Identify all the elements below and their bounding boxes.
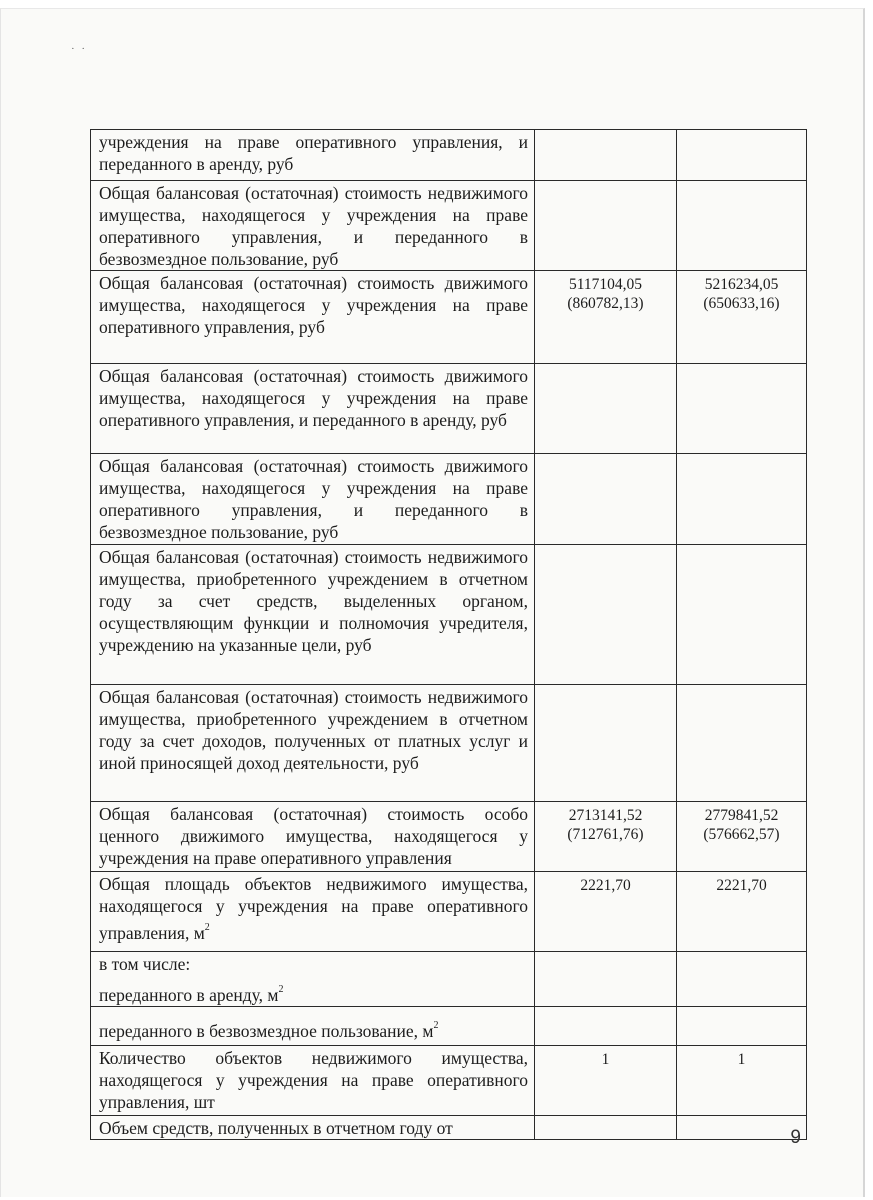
- value-amount-paren: (576662,57): [703, 826, 780, 843]
- value-previous-year: [677, 271, 807, 364]
- value-current-year: [535, 130, 677, 181]
- value-current-year: [535, 952, 677, 1007]
- row-description: Общая балансовая (остаточная) стоимость движимого имущества, находящегося у учреждения на праве оперативного управления, и переданного в безвозмездное пользование, руб: [91, 454, 535, 545]
- row-description: Общая балансовая (остаточная) стоимость движимого имущества, находящегося у учреждения на праве оперативного управления, и переданного в аренду, руб: [91, 364, 535, 454]
- row-description: Общая балансовая (остаточная) стоимость недвижимого имущества, находящегося у учреждения на праве оперативного управления, и переданного в безвозмездное пользование, руб: [91, 181, 535, 271]
- row-description: в том числе: переданного в аренду, $м^2$: [91, 952, 535, 1007]
- value-previous-year: [677, 802, 807, 872]
- value-previous-year: [677, 1007, 807, 1046]
- table-row: [91, 1007, 807, 1046]
- value-current-year: [535, 545, 677, 685]
- row-description: Количество объектов недвижимого имущества, находящегося у учреждения на праве оперативного управления, шт: [91, 1046, 535, 1116]
- value-current-year: [535, 802, 677, 872]
- table-row: [91, 271, 807, 364]
- value-previous-year: [677, 130, 807, 181]
- row-description: Общая балансовая (остаточная) стоимость недвижимого имущества, приобретенного учреждением в отчетном году за счет средств, выделенных органом, осуществляющим функции и полномочия учредителя, учреждению на указанные цели, руб: [91, 545, 535, 685]
- row-description: Общая балансовая (остаточная) стоимость особо ценного движимого имущества, находящегося у учреждения на праве оперативного управления: [91, 802, 535, 872]
- scan-artifact: · ·: [71, 43, 88, 55]
- unit-superscript: 2: [204, 922, 210, 933]
- value-current-year: [535, 454, 677, 545]
- table-row: [91, 364, 807, 454]
- value-current-year: 1: [535, 1046, 677, 1116]
- value-amount-paren: (860782,13): [567, 295, 644, 312]
- page-number: 9: [790, 1127, 801, 1148]
- value-amount-paren: (712761,76): [567, 826, 644, 843]
- document-page: [0, 8, 865, 1197]
- value-amount: 2713141,52: [568, 807, 643, 824]
- table-row: [91, 181, 807, 271]
- value-current-year: [535, 1116, 677, 1140]
- value-previous-year: 1: [677, 1046, 807, 1116]
- value-previous-year: [677, 181, 807, 271]
- value-amount: 5216234,05: [704, 276, 779, 293]
- row-description: Общая площадь объектов недвижимого имущества, находящегося у учреждения на праве оперативного управления, $м^2$: [91, 872, 535, 952]
- table-row: [91, 130, 807, 181]
- table-row: [91, 685, 807, 802]
- row-description: Общая балансовая (остаточная) стоимость недвижимого имущества, приобретенного учреждением в отчетном году за счет доходов, полученных от платных услуг и иной приносящей доход деятельности, руб: [91, 685, 535, 802]
- unit-superscript: 2: [433, 1020, 439, 1031]
- value-current-year: [535, 364, 677, 454]
- value-previous-year: 2221,70: [677, 872, 807, 952]
- table-row: [91, 545, 807, 685]
- value-current-year: [535, 685, 677, 802]
- value-previous-year: [677, 685, 807, 802]
- value-current-year: [535, 271, 677, 364]
- value-current-year: 2221,70: [535, 872, 677, 952]
- value-amount: 2779841,52: [704, 807, 779, 824]
- table-row: [91, 872, 807, 952]
- value-previous-year: [677, 1116, 807, 1140]
- value-current-year: [535, 181, 677, 271]
- value-previous-year: [677, 545, 807, 685]
- value-amount-paren: (650633,16): [703, 295, 780, 312]
- table-row: [91, 1046, 807, 1116]
- unit-superscript: 2: [278, 984, 284, 995]
- table-row: [91, 802, 807, 872]
- value-previous-year: [677, 364, 807, 454]
- value-previous-year: [677, 454, 807, 545]
- row-description: Общая балансовая (остаточная) стоимость движимого имущества, находящегося у учреждения на праве оперативного управления, руб: [91, 271, 535, 364]
- table-row: [91, 952, 807, 1007]
- row-description: учреждения на праве оперативного управления, и переданного в аренду, руб: [91, 130, 535, 181]
- row-description: переданного в безвозмездное пользование, $м^2$: [91, 1007, 535, 1046]
- table-row: [91, 454, 807, 545]
- value-current-year: [535, 1007, 677, 1046]
- property-report-table: [90, 129, 807, 1140]
- value-amount: 5117104,05: [568, 276, 643, 293]
- value-previous-year: [677, 952, 807, 1007]
- row-description: Объем средств, полученных в отчетном году от: [91, 1116, 535, 1140]
- table-row: [91, 1116, 807, 1140]
